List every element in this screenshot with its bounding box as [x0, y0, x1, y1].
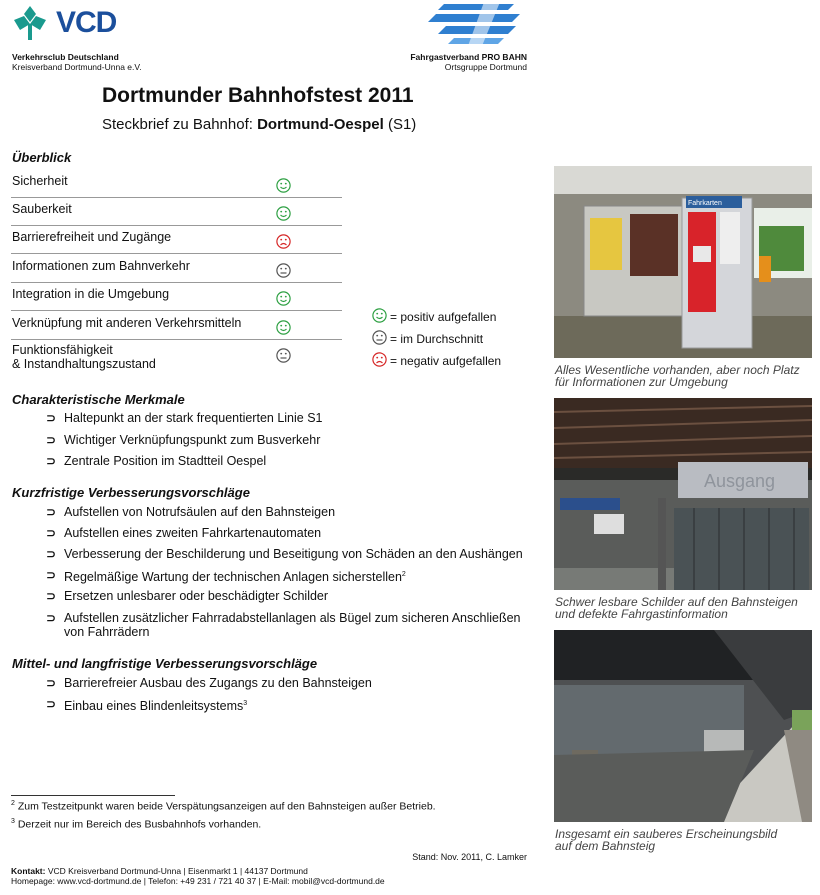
overview-row [11, 286, 342, 311]
legend-positive-text: = positiv aufgefallen [390, 310, 497, 324]
photo-caption-1-line2: für Informationen zur Umgebung [555, 375, 728, 389]
photo-platform-overview [554, 630, 812, 822]
contact-label: Kontakt: [11, 866, 46, 876]
contact-block [11, 866, 385, 886]
subtitle-prefix: Steckbrief zu Bahnhof: [102, 116, 258, 133]
photo-ticket-machine [554, 166, 812, 358]
kurzfristig-item-text: Aufstellen zusätzlicher Fahrradabstellanlagen als Bügel zum sicheren Anschließen von Fahrrädern [64, 611, 521, 639]
left-organization [12, 52, 142, 72]
arrow-bullet-icon: ⊃ [46, 433, 57, 447]
vcd-logo [12, 4, 132, 44]
overview-row [11, 258, 342, 283]
kurzfristig-item-text: Ersetzen unlesbarer oder beschädigter Schilder [64, 589, 329, 603]
photo-caption-3-line1: Insgesamt ein sauberes Erscheinungsbild [555, 827, 778, 841]
smiley-negative-icon [276, 234, 291, 249]
overview-row [11, 173, 342, 198]
footnote-ref: 3 [243, 700, 248, 707]
photo-platform-sign [554, 398, 812, 590]
footnote-divider [11, 795, 175, 796]
overview-row [11, 315, 342, 340]
photo-caption-3-line2: auf dem Bahnsteig [555, 839, 656, 853]
arrow-bullet-icon: ⊃ [46, 505, 57, 519]
arrow-bullet-icon: ⊃ [46, 568, 57, 582]
photo-caption-2-line1: Schwer lesbare Schilder auf den Bahnsteigen [555, 595, 798, 609]
vcd-emblem-icon [12, 4, 48, 42]
merkmale-heading: Charakteristische Merkmale [12, 392, 185, 407]
footnote-3-text: Derzeit nur im Bereich des Busbahnhofs vorhanden. [17, 818, 262, 831]
photo-caption-2-line2: und defekte Fahrgastinformation [555, 607, 728, 621]
right-org-sub: Ortsgruppe Dortmund [444, 62, 527, 72]
legend-negative-text: = negativ aufgefallen [390, 354, 502, 368]
right-org-name: Fahrgastverband PRO BAHN [410, 52, 527, 62]
overview-row-label: Barrierefreiheit und Zugänge [12, 230, 172, 244]
arrow-bullet-icon: ⊃ [46, 454, 57, 468]
mittelfristig-heading: Mittel- und langfristige Verbesserungsvorschläge [12, 656, 318, 671]
kurzfristig-item-text: Aufstellen eines zweiten Fahrkartenautomaten [64, 526, 322, 540]
footnote-ref: 2 [401, 571, 406, 578]
smiley-neutral-icon [372, 330, 387, 345]
overview-row-label: Verknüpfung mit anderen Verkehrsmitteln [12, 316, 242, 330]
overview-row-label: Integration in die Umgebung [12, 287, 170, 301]
subtitle-suffix: (S1) [383, 116, 417, 133]
smiley-negative-icon [372, 352, 387, 367]
arrow-bullet-icon: ⊃ [46, 411, 57, 425]
smiley-neutral-icon [276, 263, 291, 278]
kurzfristig-heading: Kurzfristige Verbesserungsvorschläge [12, 485, 250, 500]
photo-caption-2 [555, 596, 798, 620]
overview-row [11, 229, 342, 254]
footnote-3 [11, 818, 261, 831]
smiley-positive-icon [276, 206, 291, 221]
smiley-neutral-icon [276, 348, 291, 363]
arrow-bullet-icon: ⊃ [46, 676, 57, 690]
page-subtitle [102, 116, 416, 133]
smiley-positive-icon [276, 291, 291, 306]
station-name: Dortmund-Oespel [257, 116, 384, 133]
footnote-2-number: 2 [11, 800, 15, 807]
probahn-logo [424, 0, 528, 46]
legend-neutral-text: = im Durchschnitt [390, 332, 484, 346]
photo-caption-3 [555, 828, 777, 852]
mittelfristig-item-text: Barrierefreier Ausbau des Zugangs zu den Bahnsteigen [64, 676, 372, 690]
overview-heading: Überblick [12, 150, 72, 165]
overview-row-label: Funktionsfähigkeit & Instandhaltungszustand [12, 343, 156, 371]
merkmale-item-text: Wichtiger Verknüpfungspunkt zum Busverkehr [64, 433, 321, 447]
footnote-2 [11, 800, 436, 813]
left-org-sub: Kreisverband Dortmund-Unna e.V. [12, 62, 142, 72]
overview-row [11, 201, 342, 226]
left-org-name: Verkehrsclub Deutschland [12, 52, 119, 62]
overview-row-label: Sicherheit [12, 174, 68, 188]
merkmale-item-text: Zentrale Position im Stadtteil Oespel [64, 454, 267, 468]
photo-caption-1-line1: Alles Wesentliche vorhanden, aber noch Platz [555, 363, 800, 377]
arrow-bullet-icon: ⊃ [46, 611, 57, 625]
smiley-positive-icon [372, 308, 387, 323]
overview-row [11, 343, 342, 374]
mittelfristig-item-text: Einbau eines Blindenleitsystems$^3$ [64, 699, 248, 714]
stand-note: Stand: Nov. 2011, C. Lamker [412, 852, 527, 862]
kurzfristig-item-text: Regelmäßige Wartung der technischen Anlagen sicherstellen$^2$ [64, 570, 406, 585]
arrow-bullet-icon: ⊃ [46, 697, 57, 711]
smiley-positive-icon [276, 178, 291, 193]
kurzfristig-item-text: Aufstellen von Notrufsäulen auf den Bahnsteigen [64, 505, 336, 519]
page-title: Dortmunder Bahnhofstest 2011 [102, 84, 414, 107]
footnote-2-text: Zum Testzeitpunkt waren beide Verspätungsanzeigen auf den Bahnsteigen außer Betrieb. [17, 800, 436, 813]
smiley-positive-icon [276, 320, 291, 335]
overview-row-label: Sauberkeit [12, 202, 72, 216]
contact-line2: Homepage: www.vcd-dortmund.de | Telefon: +49 231 / 721 40 37 | E-Mail: mobil@vcd-dortmund.de [11, 876, 385, 886]
arrow-bullet-icon: ⊃ [46, 589, 57, 603]
photo-sign-ausgang: Ausgang [704, 471, 776, 491]
photo-caption-1 [555, 364, 800, 388]
vcd-logo-text: VCD [56, 6, 117, 39]
arrow-bullet-icon: ⊃ [46, 526, 57, 540]
photo-sign-fahrkarten: Fahrkarten [688, 200, 722, 207]
overview-row-label: Informationen zum Bahnverkehr [12, 259, 190, 273]
merkmale-item-text: Haltepunkt an der stark frequentierten Linie S1 [64, 411, 323, 425]
footnote-3-number: 3 [11, 818, 15, 825]
kurzfristig-item-text: Verbesserung der Beschilderung und Beseitigung von Schäden an den Aushängen [64, 547, 523, 561]
contact-line1: VCD Kreisverband Dortmund-Unna | Eisenmarkt 1 | 44137 Dortmund [45, 866, 308, 876]
arrow-bullet-icon: ⊃ [46, 547, 57, 561]
right-organization [410, 52, 527, 72]
